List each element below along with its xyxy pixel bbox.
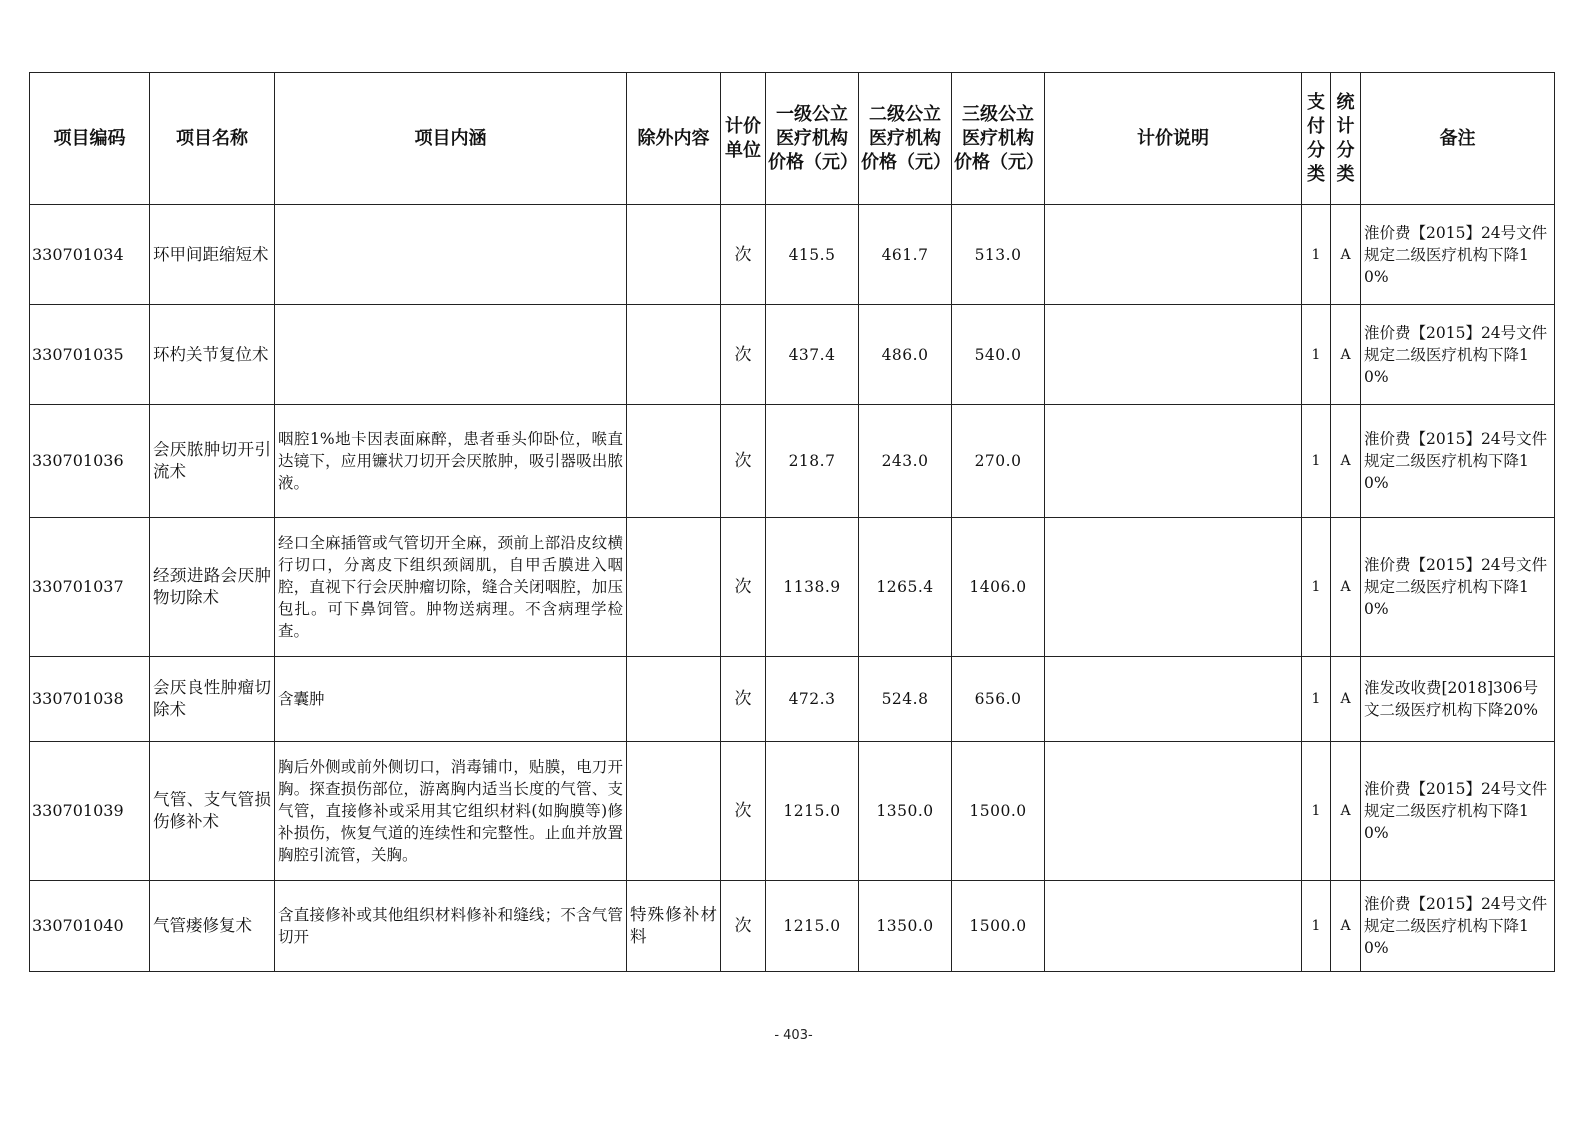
cell-price-3: 270.0: [952, 405, 1045, 518]
cell-stat: A: [1331, 657, 1361, 742]
cell-price-3: 540.0: [952, 305, 1045, 405]
cell-content: [275, 305, 627, 405]
cell-excl: [627, 205, 721, 305]
header-remark: 备注: [1361, 73, 1555, 205]
cell-excl: [627, 518, 721, 657]
cell-content: [275, 205, 627, 305]
cell-code: 330701037: [30, 518, 150, 657]
cell-price-2: 524.8: [859, 657, 952, 742]
cell-name: 会厌脓肿切开引流术: [150, 405, 275, 518]
cell-price-2: 1350.0: [859, 742, 952, 881]
cell-desc: [1045, 405, 1302, 518]
cell-code: 330701040: [30, 881, 150, 972]
header-code: 项目编码: [30, 73, 150, 205]
cell-name: 气管、支气管损伤修补术: [150, 742, 275, 881]
cell-code: 330701036: [30, 405, 150, 518]
cell-price-1: 1138.9: [766, 518, 859, 657]
cell-content: 含囊肿: [275, 657, 627, 742]
cell-price-3: 1500.0: [952, 881, 1045, 972]
cell-pay: 1: [1302, 518, 1331, 657]
cell-content: 经口全麻插管或气管切开全麻，颈前上部沿皮纹横行切口，分离皮下组织颈阔肌，自甲舌膜进入咽腔，直视下行会厌肿瘤切除，缝合关闭咽腔，加压包扎。可下鼻饲管。肿物送病理。不含病理学检查。: [275, 518, 627, 657]
table-row: [30, 657, 1555, 742]
cell-remark: 淮价费【2015】24号文件规定二级医疗机构下降10%: [1361, 742, 1555, 881]
cell-pay: 1: [1302, 881, 1331, 972]
cell-pay: 1: [1302, 742, 1331, 881]
cell-remark: 淮价费【2015】24号文件规定二级医疗机构下降10%: [1361, 405, 1555, 518]
cell-unit: 次: [721, 405, 766, 518]
cell-price-1: 415.5: [766, 205, 859, 305]
header-price-3: 三级公立医疗机构价格（元）: [952, 73, 1045, 205]
table-row: [30, 305, 1555, 405]
cell-stat: A: [1331, 405, 1361, 518]
cell-unit: 次: [721, 881, 766, 972]
cell-unit: 次: [721, 205, 766, 305]
cell-unit: 次: [721, 305, 766, 405]
cell-excl: [627, 742, 721, 881]
cell-price-1: 1215.0: [766, 742, 859, 881]
cell-code: 330701034: [30, 205, 150, 305]
header-stat: 统计分类: [1331, 73, 1361, 205]
cell-name: 会厌良性肿瘤切除术: [150, 657, 275, 742]
cell-name: 气管瘘修复术: [150, 881, 275, 972]
cell-excl: [627, 405, 721, 518]
table-row: [30, 742, 1555, 881]
cell-desc: [1045, 518, 1302, 657]
header-price-1: 一级公立医疗机构价格（元）: [766, 73, 859, 205]
cell-excl: 特殊修补材料: [627, 881, 721, 972]
cell-unit: 次: [721, 657, 766, 742]
cell-desc: [1045, 742, 1302, 881]
cell-content: 胸后外侧或前外侧切口，消毒铺巾，贴膜，电刀开胸。探查损伤部位，游离胸内适当长度的气管、支气管，直接修补或采用其它组织材料(如胸膜等)修补损伤，恢复气道的连续性和完整性。止血并放置胸腔引流管，关胸。: [275, 742, 627, 881]
table-row: [30, 205, 1555, 305]
cell-price-1: 437.4: [766, 305, 859, 405]
cell-remark: 淮价费【2015】24号文件规定二级医疗机构下降10%: [1361, 205, 1555, 305]
cell-unit: 次: [721, 742, 766, 881]
cell-price-3: 513.0: [952, 205, 1045, 305]
cell-stat: A: [1331, 742, 1361, 881]
cell-stat: A: [1331, 881, 1361, 972]
cell-code: 330701035: [30, 305, 150, 405]
cell-pay: 1: [1302, 405, 1331, 518]
header-unit: 计价单位: [721, 73, 766, 205]
cell-price-1: 472.3: [766, 657, 859, 742]
cell-pay: 1: [1302, 205, 1331, 305]
cell-desc: [1045, 205, 1302, 305]
cell-price-3: 656.0: [952, 657, 1045, 742]
cell-price-2: 243.0: [859, 405, 952, 518]
cell-unit: 次: [721, 518, 766, 657]
cell-desc: [1045, 657, 1302, 742]
header-desc: 计价说明: [1045, 73, 1302, 205]
page-number: - 403-: [774, 1028, 813, 1043]
cell-pay: 1: [1302, 657, 1331, 742]
table-header-row: [30, 73, 1555, 205]
table-row: [30, 881, 1555, 972]
cell-content: 含直接修补或其他组织材料修补和缝线；不含气管切开: [275, 881, 627, 972]
cell-price-2: 486.0: [859, 305, 952, 405]
cell-excl: [627, 657, 721, 742]
cell-price-2: 1350.0: [859, 881, 952, 972]
price-table: [29, 72, 1555, 972]
cell-desc: [1045, 305, 1302, 405]
cell-desc: [1045, 881, 1302, 972]
cell-remark: 淮发改收费[2018]306号文二级医疗机构下降20%: [1361, 657, 1555, 742]
table-row: [30, 405, 1555, 518]
cell-price-1: 218.7: [766, 405, 859, 518]
header-name: 项目名称: [150, 73, 275, 205]
header-price-2: 二级公立医疗机构价格（元）: [859, 73, 952, 205]
header-excl: 除外内容: [627, 73, 721, 205]
cell-price-1: 1215.0: [766, 881, 859, 972]
cell-code: 330701039: [30, 742, 150, 881]
cell-remark: 淮价费【2015】24号文件规定二级医疗机构下降10%: [1361, 881, 1555, 972]
cell-stat: A: [1331, 305, 1361, 405]
table-row: [30, 518, 1555, 657]
cell-name: 环杓关节复位术: [150, 305, 275, 405]
cell-price-3: 1406.0: [952, 518, 1045, 657]
cell-price-2: 1265.4: [859, 518, 952, 657]
cell-price-2: 461.7: [859, 205, 952, 305]
cell-price-3: 1500.0: [952, 742, 1045, 881]
cell-stat: A: [1331, 205, 1361, 305]
cell-excl: [627, 305, 721, 405]
cell-pay: 1: [1302, 305, 1331, 405]
header-pay: 支付分类: [1302, 73, 1331, 205]
cell-remark: 淮价费【2015】24号文件规定二级医疗机构下降10%: [1361, 305, 1555, 405]
cell-remark: 淮价费【2015】24号文件规定二级医疗机构下降10%: [1361, 518, 1555, 657]
cell-code: 330701038: [30, 657, 150, 742]
cell-name: 环甲间距缩短术: [150, 205, 275, 305]
cell-stat: A: [1331, 518, 1361, 657]
cell-name: 经颈进路会厌肿物切除术: [150, 518, 275, 657]
header-content: 项目内涵: [275, 73, 627, 205]
cell-content: 咽腔1%地卡因表面麻醉，患者垂头仰卧位，喉直达镜下，应用镰状刀切开会厌脓肿，吸引器吸出脓液。: [275, 405, 627, 518]
